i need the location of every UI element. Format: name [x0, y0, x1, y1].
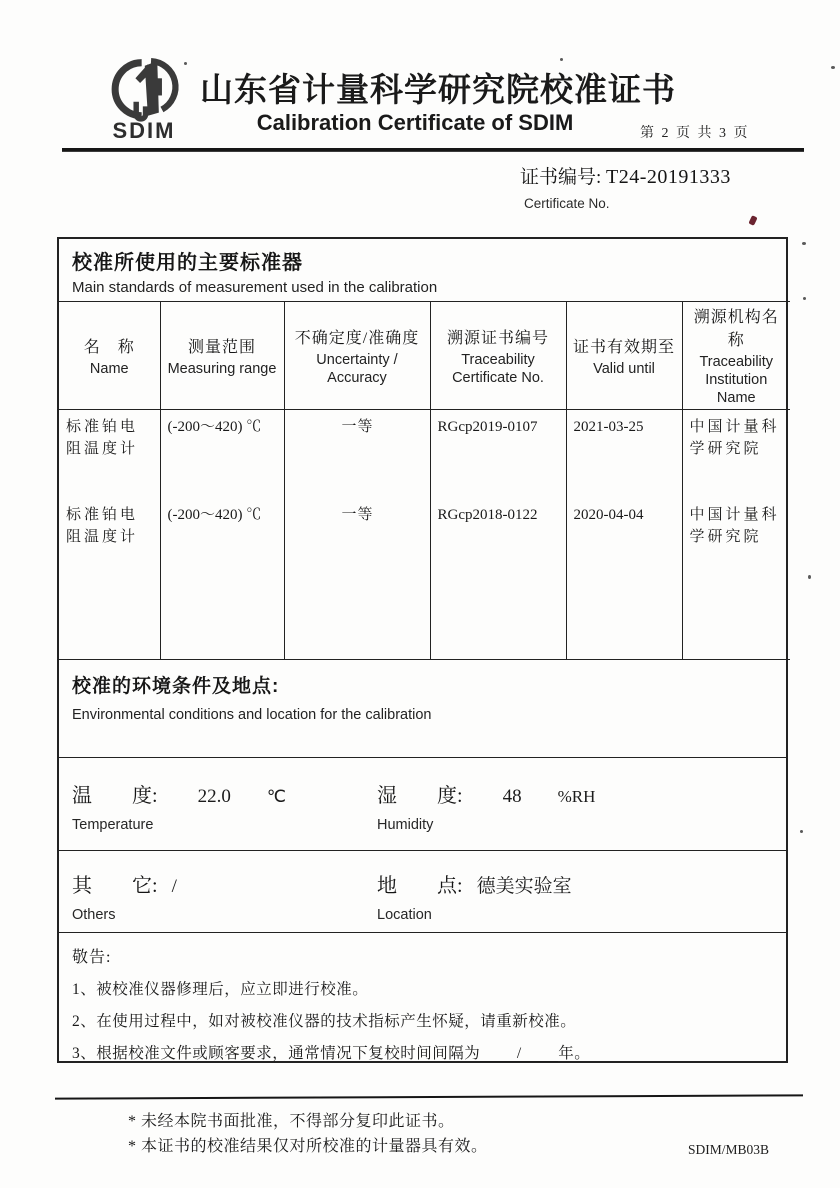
environment-title-cn: 校准的环境条件及地点:: [72, 676, 280, 697]
empty-cell: [59, 586, 160, 660]
section-divider: [59, 932, 786, 933]
col-header-cert-no-en: Traceability Certificate No.: [452, 351, 544, 386]
notice-item-3-text: 3、根据校准文件或顾客要求，通常情况下复校时间间隔为: [72, 1045, 481, 1062]
location-label-en: Location: [377, 907, 432, 923]
col-header-name-cn: 名 称: [83, 338, 135, 356]
certificate-number-value: T24-20191333: [606, 166, 731, 188]
col-header-cert-no-cn: 溯源证书编号: [446, 329, 549, 347]
cell-range: (-200～420) ℃: [160, 498, 284, 586]
page-number: 第 2 页 共 3 页: [640, 126, 750, 141]
section-divider: [59, 757, 786, 758]
temperature-field: [72, 779, 286, 833]
location-label-cn: 地 点:: [377, 875, 463, 897]
notice-item-3-suffix: 年。: [558, 1045, 591, 1062]
document-title-cn: 山东省计量科学研究院校准证书: [200, 73, 676, 109]
sdim-logo-mark-icon: [101, 58, 187, 122]
others-label-cn: 其 它:: [72, 875, 158, 897]
standards-empty-space: [59, 586, 790, 660]
cell-valid-until: 2021-03-25: [566, 410, 682, 498]
cell-name: 标准铂电阻温度计: [59, 498, 160, 586]
recal-interval-blank: /: [480, 1046, 558, 1062]
cell-accuracy: 一等: [284, 410, 430, 498]
empty-cell: [566, 586, 682, 660]
notice-item-2: 2、在使用过程中，如对被校准仪器的技术指标产生怀疑，请重新校准。: [72, 1013, 577, 1030]
humidity-value: 48: [502, 786, 522, 807]
scan-speck-red: [748, 215, 757, 226]
scan-speck: [184, 62, 187, 65]
certificate-number-label: 证书编号:: [520, 167, 607, 188]
section-divider: [59, 850, 786, 851]
certificate-number-line: [520, 162, 731, 189]
cell-accuracy: 一等: [284, 498, 430, 586]
temperature-label-en: Temperature: [72, 817, 154, 833]
col-header-range: [160, 302, 284, 410]
col-header-valid-until-cn: 证书有效期至: [572, 338, 675, 356]
col-header-accuracy-en: Uncertainty / Accuracy: [316, 351, 398, 386]
humidity-label-en: Humidity: [377, 817, 434, 833]
footer-note-2: * 本证书的校准结果仅对所校准的计量器具有效。: [128, 1138, 488, 1155]
temperature-value: 22.0: [197, 786, 231, 807]
scan-speck: [808, 575, 811, 579]
certificate-number-label-en: Certificate No.: [524, 196, 610, 211]
cell-name: 标准铂电阻温度计: [59, 410, 160, 498]
col-header-valid-until-en: Valid until: [593, 360, 655, 377]
col-header-institution-en: Traceability Institution Name: [699, 354, 774, 407]
footer-divider: [55, 1094, 803, 1099]
cell-cert-no: RGcp2018-0122: [430, 498, 566, 586]
location-value: 德美实验室: [476, 876, 572, 897]
col-header-accuracy-cn: 不确定度/准确度: [294, 329, 420, 347]
header-divider: [62, 148, 804, 152]
cell-institution: 中国计量科学研究院: [689, 506, 780, 545]
humidity-label-cn: 湿 度:: [377, 785, 463, 807]
standards-row-2: [59, 498, 790, 586]
temperature-label-cn: 温 度:: [72, 785, 158, 807]
others-field: [72, 869, 177, 923]
environment-title-en: Environmental conditions and location for the calibration: [72, 707, 432, 723]
empty-cell: [284, 586, 430, 660]
main-content-box: [57, 237, 788, 1063]
sdim-logo: [88, 58, 200, 144]
col-header-accuracy: [284, 302, 430, 410]
standards-title-en: Main standards of measurement used in the calibration: [72, 279, 438, 296]
col-header-range-cn: 测量范围: [187, 338, 256, 356]
scan-speck: [560, 58, 563, 61]
document-title-en: Calibration Certificate of SDIM: [256, 110, 574, 135]
col-header-cert-no: [430, 302, 566, 410]
humidity-field: [377, 779, 595, 833]
scan-speck: [802, 242, 806, 245]
scan-speck: [803, 297, 806, 300]
standards-table-header-row: [59, 302, 790, 410]
form-code: SDIM/MB03B: [688, 1142, 770, 1157]
col-header-name-en: Name: [89, 360, 129, 377]
standards-title-cn: 校准所使用的主要标准器: [72, 252, 303, 274]
col-header-name: [59, 302, 160, 410]
cell-institution: 中国计量科学研究院: [689, 419, 780, 458]
cell-range: (-200～420) ℃: [160, 410, 284, 498]
temperature-unit: ℃: [266, 787, 286, 806]
logo-text: SDIM: [112, 118, 176, 143]
col-header-valid-until: [566, 302, 682, 410]
cell-valid-until: 2020-04-04: [566, 498, 682, 586]
notice-title: 敬告:: [72, 949, 112, 966]
col-header-institution: [682, 302, 790, 410]
standards-table: [59, 301, 790, 660]
notice-item-1: 1、被校准仪器修理后，应立即进行校准。: [72, 981, 369, 998]
col-header-institution-cn: 溯源机构名称: [693, 309, 779, 349]
empty-cell: [682, 586, 790, 660]
scan-speck: [831, 66, 835, 69]
col-header-range-en: Measuring range: [167, 360, 277, 377]
scan-speck: [800, 830, 803, 833]
notice-item-3: [72, 1041, 772, 1063]
location-field: [377, 869, 572, 923]
others-label-en: Others: [72, 907, 116, 923]
standards-row-1: [59, 410, 790, 498]
cell-cert-no: RGcp2019-0107: [430, 410, 566, 498]
empty-cell: [430, 586, 566, 660]
footer-note-1: * 未经本院书面批准，不得部分复印此证书。: [128, 1113, 455, 1130]
standards-section-header: [72, 246, 437, 296]
notice-section: [72, 944, 772, 1063]
empty-cell: [160, 586, 284, 660]
humidity-unit: %RH: [557, 787, 596, 806]
others-value: /: [171, 876, 177, 897]
environment-section-header: [72, 671, 432, 723]
